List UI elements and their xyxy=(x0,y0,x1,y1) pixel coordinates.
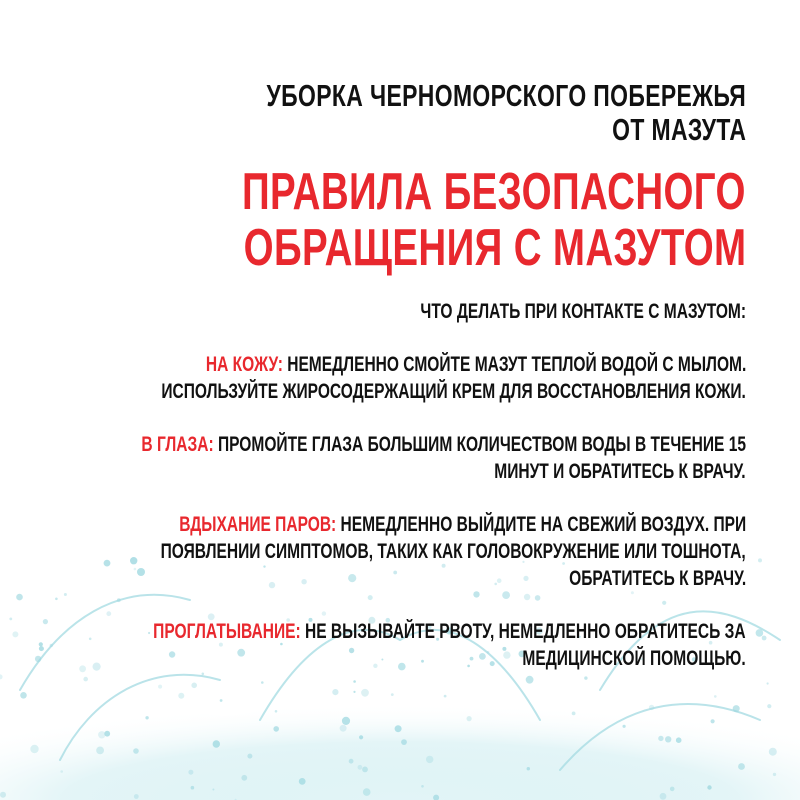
water-droplet xyxy=(169,651,175,657)
water-droplet xyxy=(362,767,368,773)
water-droplet xyxy=(349,648,354,653)
water-droplet xyxy=(676,737,682,743)
water-droplet xyxy=(467,665,470,668)
water-droplet xyxy=(348,574,356,582)
water-droplet xyxy=(79,665,86,672)
water-droplet xyxy=(623,725,626,728)
water-droplet xyxy=(444,695,447,698)
water-droplet xyxy=(502,647,506,651)
item-inhalation-text-2: ПОЯВЛЕНИИ СИМПТОМОВ, ТАКИХ КАК ГОЛОВОКРУЖЕНИЕ ИЛИ ТОШНОТА, xyxy=(160,540,746,563)
water-droplet xyxy=(349,759,354,764)
water-droplet xyxy=(89,638,92,641)
water-droplet xyxy=(353,680,356,683)
water-droplet xyxy=(358,765,363,770)
title-line-1: ПРАВИЛА БЕЗОПАСНОГО xyxy=(242,163,746,221)
water-droplet xyxy=(572,712,576,716)
water-droplet xyxy=(133,748,139,754)
intro-heading: ЧТО ДЕЛАТЬ ПРИ КОНТАКТЕ С МАЗУТОМ: xyxy=(420,300,746,323)
water-droplet xyxy=(527,767,530,770)
water-droplet xyxy=(202,673,205,676)
water-droplet xyxy=(158,685,162,689)
water-droplet xyxy=(12,631,18,637)
water-droplet xyxy=(361,689,369,697)
subtitle-line-1: УБОРКА ЧЕРНОМОРСКОГО ПОБЕРЕЖЬЯ xyxy=(266,78,746,113)
water-droplet xyxy=(134,568,137,571)
item-ingestion-text-2: МЕДИЦИНСКОЙ ПОМОЩЬЮ. xyxy=(522,647,746,670)
water-droplet xyxy=(213,740,220,747)
water-droplet xyxy=(148,632,150,634)
water-droplet xyxy=(191,683,197,689)
water-droplet xyxy=(490,661,495,666)
water-droplet xyxy=(467,716,472,721)
water-droplet xyxy=(421,785,424,788)
water-droplet xyxy=(16,594,23,601)
water-droplet xyxy=(137,568,145,576)
water-droplet xyxy=(55,598,58,601)
water-droplet xyxy=(247,754,252,759)
water-droplet xyxy=(503,651,510,658)
item-skin-label: НА КОЖУ: xyxy=(205,353,283,376)
water-droplet xyxy=(301,579,306,584)
water-droplet xyxy=(83,677,88,682)
water-droplet xyxy=(322,611,326,615)
water-droplet xyxy=(60,770,63,773)
subtitle-line-2: ОТ МАЗУТА xyxy=(611,112,746,147)
item-inhalation-label: ВДЫХАНИЕ ПАРОВ: xyxy=(178,513,337,536)
water-droplet xyxy=(98,731,105,738)
water-droplet xyxy=(401,739,407,745)
water-droplet xyxy=(393,571,397,575)
water-droplet xyxy=(30,745,38,753)
water-droplet xyxy=(773,773,776,776)
water-droplet xyxy=(96,747,104,755)
water-droplet xyxy=(487,651,490,654)
water-droplet xyxy=(494,583,497,586)
item-eyes-text-1: ПРОМОЙТЕ ГЛАЗА БОЛЬШИМ КОЛИЧЕСТВОМ ВОДЫ В ТЕЧЕНИЕ 15 xyxy=(213,433,746,456)
water-droplet xyxy=(134,794,139,799)
water-droplet xyxy=(145,716,148,719)
water-droplet xyxy=(353,691,355,693)
item-inhalation-text-1: НЕМЕДЛЕННО ВЫЙДИТЕ НА СВЕЖИЙ ВОЗДУХ. ПРИ xyxy=(336,513,746,536)
water-droplet xyxy=(273,726,279,732)
water-droplet xyxy=(0,674,3,679)
water-droplet xyxy=(473,591,479,597)
water-droplet xyxy=(359,735,363,739)
water-droplet xyxy=(191,786,195,790)
water-droplet xyxy=(426,756,433,763)
water-droplet xyxy=(584,676,587,679)
item-skin-text-1: НЕМЕДЛЕННО СМОЙТЕ МАЗУТ ТЕПЛОЙ ВОДОЙ С МЫЛОМ. xyxy=(282,353,746,376)
water-droplet xyxy=(497,578,502,583)
water-droplet xyxy=(381,659,383,661)
water-droplet xyxy=(117,598,121,602)
water-droplet xyxy=(237,649,245,657)
water-droplet xyxy=(658,736,663,741)
water-droplet xyxy=(524,594,530,600)
water-droplet xyxy=(9,618,12,621)
water-droplet xyxy=(733,705,740,712)
water-droplet xyxy=(660,793,667,800)
water-droplet xyxy=(263,565,265,567)
water-droplet xyxy=(756,629,764,637)
title-line-2: ОБРАЩЕНИЯ С МАЗУТОМ xyxy=(243,219,746,277)
water-droplet xyxy=(363,788,371,796)
water-droplet xyxy=(631,591,634,594)
item-eyes-text-2: МИНУТ И ОБРАТИТЕСЬ К ВРАЧУ. xyxy=(494,460,746,483)
water-droplet xyxy=(104,560,111,567)
water-droplet xyxy=(535,595,541,601)
item-skin-text-2: ИСПОЛЬЗУЙТЕ ЖИРОСОДЕРЖАЩИЙ КРЕМ ДЛЯ ВОССТАНОВЛЕНИЯ КОЖИ. xyxy=(161,380,746,403)
water-droplet xyxy=(662,601,666,605)
water-droplet xyxy=(714,695,717,698)
water-droplet xyxy=(43,619,48,624)
water-droplet xyxy=(64,593,67,596)
item-ingestion-text-1: НЕ ВЫЗЫВАЙТЕ РВОТУ, НЕМЕДЛЕННО ОБРАТИТЕСЬ ЗА xyxy=(301,620,746,643)
water-droplet xyxy=(391,693,394,696)
water-droplet xyxy=(104,731,110,737)
water-droplet xyxy=(188,770,193,775)
water-droplet xyxy=(762,636,767,641)
water-droplet xyxy=(340,725,347,732)
water-droplet xyxy=(470,657,474,661)
water-droplet xyxy=(275,710,278,713)
water-droplet xyxy=(442,564,446,568)
item-inhalation-text-3: ОБРАТИТЕСЬ К ВРАЧУ. xyxy=(569,567,746,590)
water-droplet xyxy=(649,705,654,710)
water-droplet xyxy=(261,681,264,684)
item-ingestion-label: ПРОГЛАТЫВАНИЕ: xyxy=(153,620,302,643)
water-droplet xyxy=(421,660,424,663)
water-droplet xyxy=(758,558,762,562)
water-droplet xyxy=(479,653,486,660)
water-droplet xyxy=(502,591,510,599)
water-droplet xyxy=(212,789,214,791)
water-droplet xyxy=(670,787,675,792)
water-droplet xyxy=(523,576,528,581)
water-droplet xyxy=(526,676,534,684)
water-droplet xyxy=(220,699,223,702)
water-droplet xyxy=(395,725,402,732)
water-droplet xyxy=(398,663,406,671)
water-droplet xyxy=(106,611,111,616)
water-droplet xyxy=(373,664,377,668)
water-droplet xyxy=(93,663,101,671)
water-droplet xyxy=(35,656,41,662)
water-droplet xyxy=(39,646,44,651)
water-droplet xyxy=(0,792,6,798)
water-droplet xyxy=(39,642,43,646)
water-droplet xyxy=(711,719,715,723)
water-droplet xyxy=(368,595,373,600)
water-droplet xyxy=(738,763,745,770)
water-droplet xyxy=(767,704,771,708)
water-droplet xyxy=(707,785,711,789)
water-droplet xyxy=(241,775,247,781)
water-droplet xyxy=(130,557,137,564)
water-droplet xyxy=(665,736,671,742)
water-droplet xyxy=(299,778,306,785)
water-droplet xyxy=(769,748,777,756)
water-droplet xyxy=(178,693,184,699)
water-droplet xyxy=(767,682,769,684)
water-droplet xyxy=(269,582,275,588)
item-eyes-label: В ГЛАЗА: xyxy=(141,433,214,456)
water-droplet xyxy=(20,692,27,699)
water-droplet xyxy=(342,717,350,725)
water-droplet xyxy=(332,689,338,695)
water-droplet xyxy=(50,644,53,647)
